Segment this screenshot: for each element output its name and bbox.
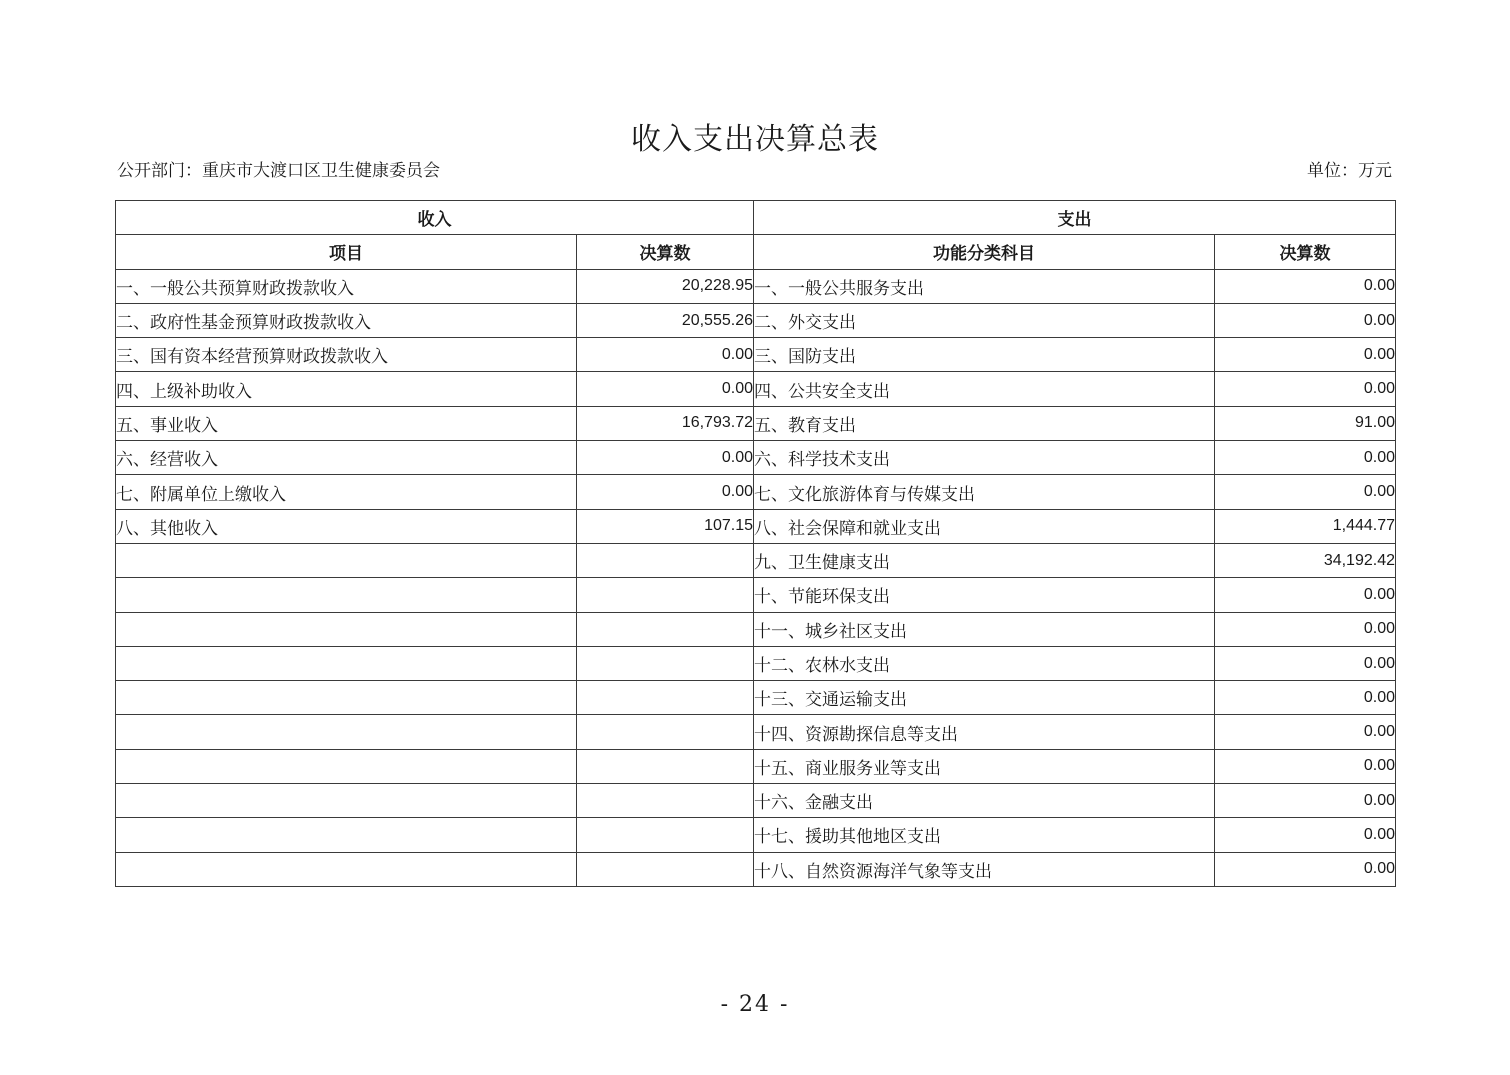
income-amount-column-header: 决算数 bbox=[577, 235, 754, 269]
table-body bbox=[116, 269, 1396, 886]
expense-amount-cell: 34,192.42 bbox=[1215, 543, 1396, 577]
income-item-cell bbox=[116, 749, 577, 783]
expense-amount-cell: 0.00 bbox=[1215, 646, 1396, 680]
expense-amount-cell: 0.00 bbox=[1215, 475, 1396, 509]
income-item-cell: 三、国有资本经营预算财政拨款收入 bbox=[116, 338, 577, 372]
table-row bbox=[116, 749, 1396, 783]
income-amount-cell bbox=[577, 543, 754, 577]
expense-amount-cell: 0.00 bbox=[1215, 303, 1396, 337]
income-item-cell: 四、上级补助收入 bbox=[116, 372, 577, 406]
expense-item-cell: 二、外交支出 bbox=[754, 303, 1215, 337]
expense-amount-cell: 0.00 bbox=[1215, 852, 1396, 886]
income-item-cell: 七、附属单位上缴收入 bbox=[116, 475, 577, 509]
table-row bbox=[116, 681, 1396, 715]
expense-item-cell: 一、一般公共服务支出 bbox=[754, 269, 1215, 303]
income-item-cell bbox=[116, 681, 577, 715]
income-amount-cell bbox=[577, 852, 754, 886]
table-row bbox=[116, 406, 1396, 440]
table-row bbox=[116, 372, 1396, 406]
income-item-cell bbox=[116, 543, 577, 577]
expense-item-cell: 十四、资源勘探信息等支出 bbox=[754, 715, 1215, 749]
expense-amount-cell: 0.00 bbox=[1215, 441, 1396, 475]
expense-item-cell: 十一、城乡社区支出 bbox=[754, 612, 1215, 646]
income-amount-cell: 16,793.72 bbox=[577, 406, 754, 440]
income-amount-cell bbox=[577, 749, 754, 783]
expense-item-cell: 十二、农林水支出 bbox=[754, 646, 1215, 680]
expense-item-cell: 五、教育支出 bbox=[754, 406, 1215, 440]
income-amount-cell bbox=[577, 578, 754, 612]
income-item-cell bbox=[116, 612, 577, 646]
income-item-cell bbox=[116, 852, 577, 886]
income-amount-cell bbox=[577, 715, 754, 749]
table-row bbox=[116, 303, 1396, 337]
table-row bbox=[116, 578, 1396, 612]
income-item-cell bbox=[116, 715, 577, 749]
expense-item-cell: 十三、交通运输支出 bbox=[754, 681, 1215, 715]
unit-label: 单位：万元 bbox=[1307, 161, 1392, 181]
expense-amount-cell: 0.00 bbox=[1215, 269, 1396, 303]
page-title: 收入支出决算总表 bbox=[631, 122, 879, 157]
income-amount-cell: 0.00 bbox=[577, 441, 754, 475]
expense-amount-column-header: 决算数 bbox=[1215, 235, 1396, 269]
table-row bbox=[116, 509, 1396, 543]
expense-amount-cell: 0.00 bbox=[1215, 749, 1396, 783]
expense-amount-cell: 0.00 bbox=[1215, 612, 1396, 646]
income-amount-cell bbox=[577, 818, 754, 852]
expense-item-cell: 七、文化旅游体育与传媒支出 bbox=[754, 475, 1215, 509]
table-row bbox=[116, 612, 1396, 646]
income-item-cell bbox=[116, 646, 577, 680]
table-row bbox=[116, 441, 1396, 475]
income-amount-cell bbox=[577, 784, 754, 818]
income-amount-cell: 0.00 bbox=[577, 372, 754, 406]
income-item-cell: 二、政府性基金预算财政拨款收入 bbox=[116, 303, 577, 337]
income-amount-cell bbox=[577, 612, 754, 646]
expense-item-cell: 九、卫生健康支出 bbox=[754, 543, 1215, 577]
expense-item-cell: 十七、援助其他地区支出 bbox=[754, 818, 1215, 852]
expense-amount-cell: 91.00 bbox=[1215, 406, 1396, 440]
function-column-header: 功能分类科目 bbox=[754, 235, 1215, 269]
income-amount-cell: 0.00 bbox=[577, 475, 754, 509]
table-column-header-row bbox=[116, 235, 1396, 269]
table-row bbox=[116, 269, 1396, 303]
expense-amount-cell: 0.00 bbox=[1215, 578, 1396, 612]
income-item-cell: 八、其他收入 bbox=[116, 509, 577, 543]
table-row bbox=[116, 784, 1396, 818]
expense-amount-cell: 0.00 bbox=[1215, 715, 1396, 749]
page-number: - 24 - bbox=[720, 992, 790, 1017]
expense-group-header: 支出 bbox=[754, 201, 1396, 235]
income-item-cell: 六、经营收入 bbox=[116, 441, 577, 475]
income-item-cell bbox=[116, 818, 577, 852]
table-row bbox=[116, 543, 1396, 577]
expense-item-cell: 六、科学技术支出 bbox=[754, 441, 1215, 475]
table-row bbox=[116, 646, 1396, 680]
table-row bbox=[116, 475, 1396, 509]
expense-amount-cell: 0.00 bbox=[1215, 338, 1396, 372]
expense-item-cell: 十、节能环保支出 bbox=[754, 578, 1215, 612]
expense-item-cell: 八、社会保障和就业支出 bbox=[754, 509, 1215, 543]
table-group-header-row bbox=[116, 201, 1396, 235]
expense-item-cell: 三、国防支出 bbox=[754, 338, 1215, 372]
table-row bbox=[116, 818, 1396, 852]
income-amount-cell bbox=[577, 681, 754, 715]
income-amount-cell: 107.15 bbox=[577, 509, 754, 543]
expense-item-cell: 十六、金融支出 bbox=[754, 784, 1215, 818]
expense-amount-cell: 0.00 bbox=[1215, 818, 1396, 852]
income-item-cell bbox=[116, 578, 577, 612]
income-item-column-header: 项目 bbox=[116, 235, 577, 269]
expense-amount-cell: 0.00 bbox=[1215, 784, 1396, 818]
income-item-cell: 五、事业收入 bbox=[116, 406, 577, 440]
table-row bbox=[116, 852, 1396, 886]
expense-item-cell: 四、公共安全支出 bbox=[754, 372, 1215, 406]
expense-amount-cell: 0.00 bbox=[1215, 372, 1396, 406]
income-amount-cell: 20,228.95 bbox=[577, 269, 754, 303]
expense-item-cell: 十五、商业服务业等支出 bbox=[754, 749, 1215, 783]
income-item-cell: 一、一般公共预算财政拨款收入 bbox=[116, 269, 577, 303]
income-group-header: 收入 bbox=[116, 201, 754, 235]
income-item-cell bbox=[116, 784, 577, 818]
income-amount-cell: 0.00 bbox=[577, 338, 754, 372]
table-row bbox=[116, 338, 1396, 372]
expense-item-cell: 十八、自然资源海洋气象等支出 bbox=[754, 852, 1215, 886]
income-amount-cell bbox=[577, 646, 754, 680]
expense-amount-cell: 1,444.77 bbox=[1215, 509, 1396, 543]
budget-table bbox=[115, 200, 1396, 887]
income-amount-cell: 20,555.26 bbox=[577, 303, 754, 337]
table-row bbox=[116, 715, 1396, 749]
expense-amount-cell: 0.00 bbox=[1215, 681, 1396, 715]
department-label: 公开部门：重庆市大渡口区卫生健康委员会 bbox=[117, 161, 440, 181]
